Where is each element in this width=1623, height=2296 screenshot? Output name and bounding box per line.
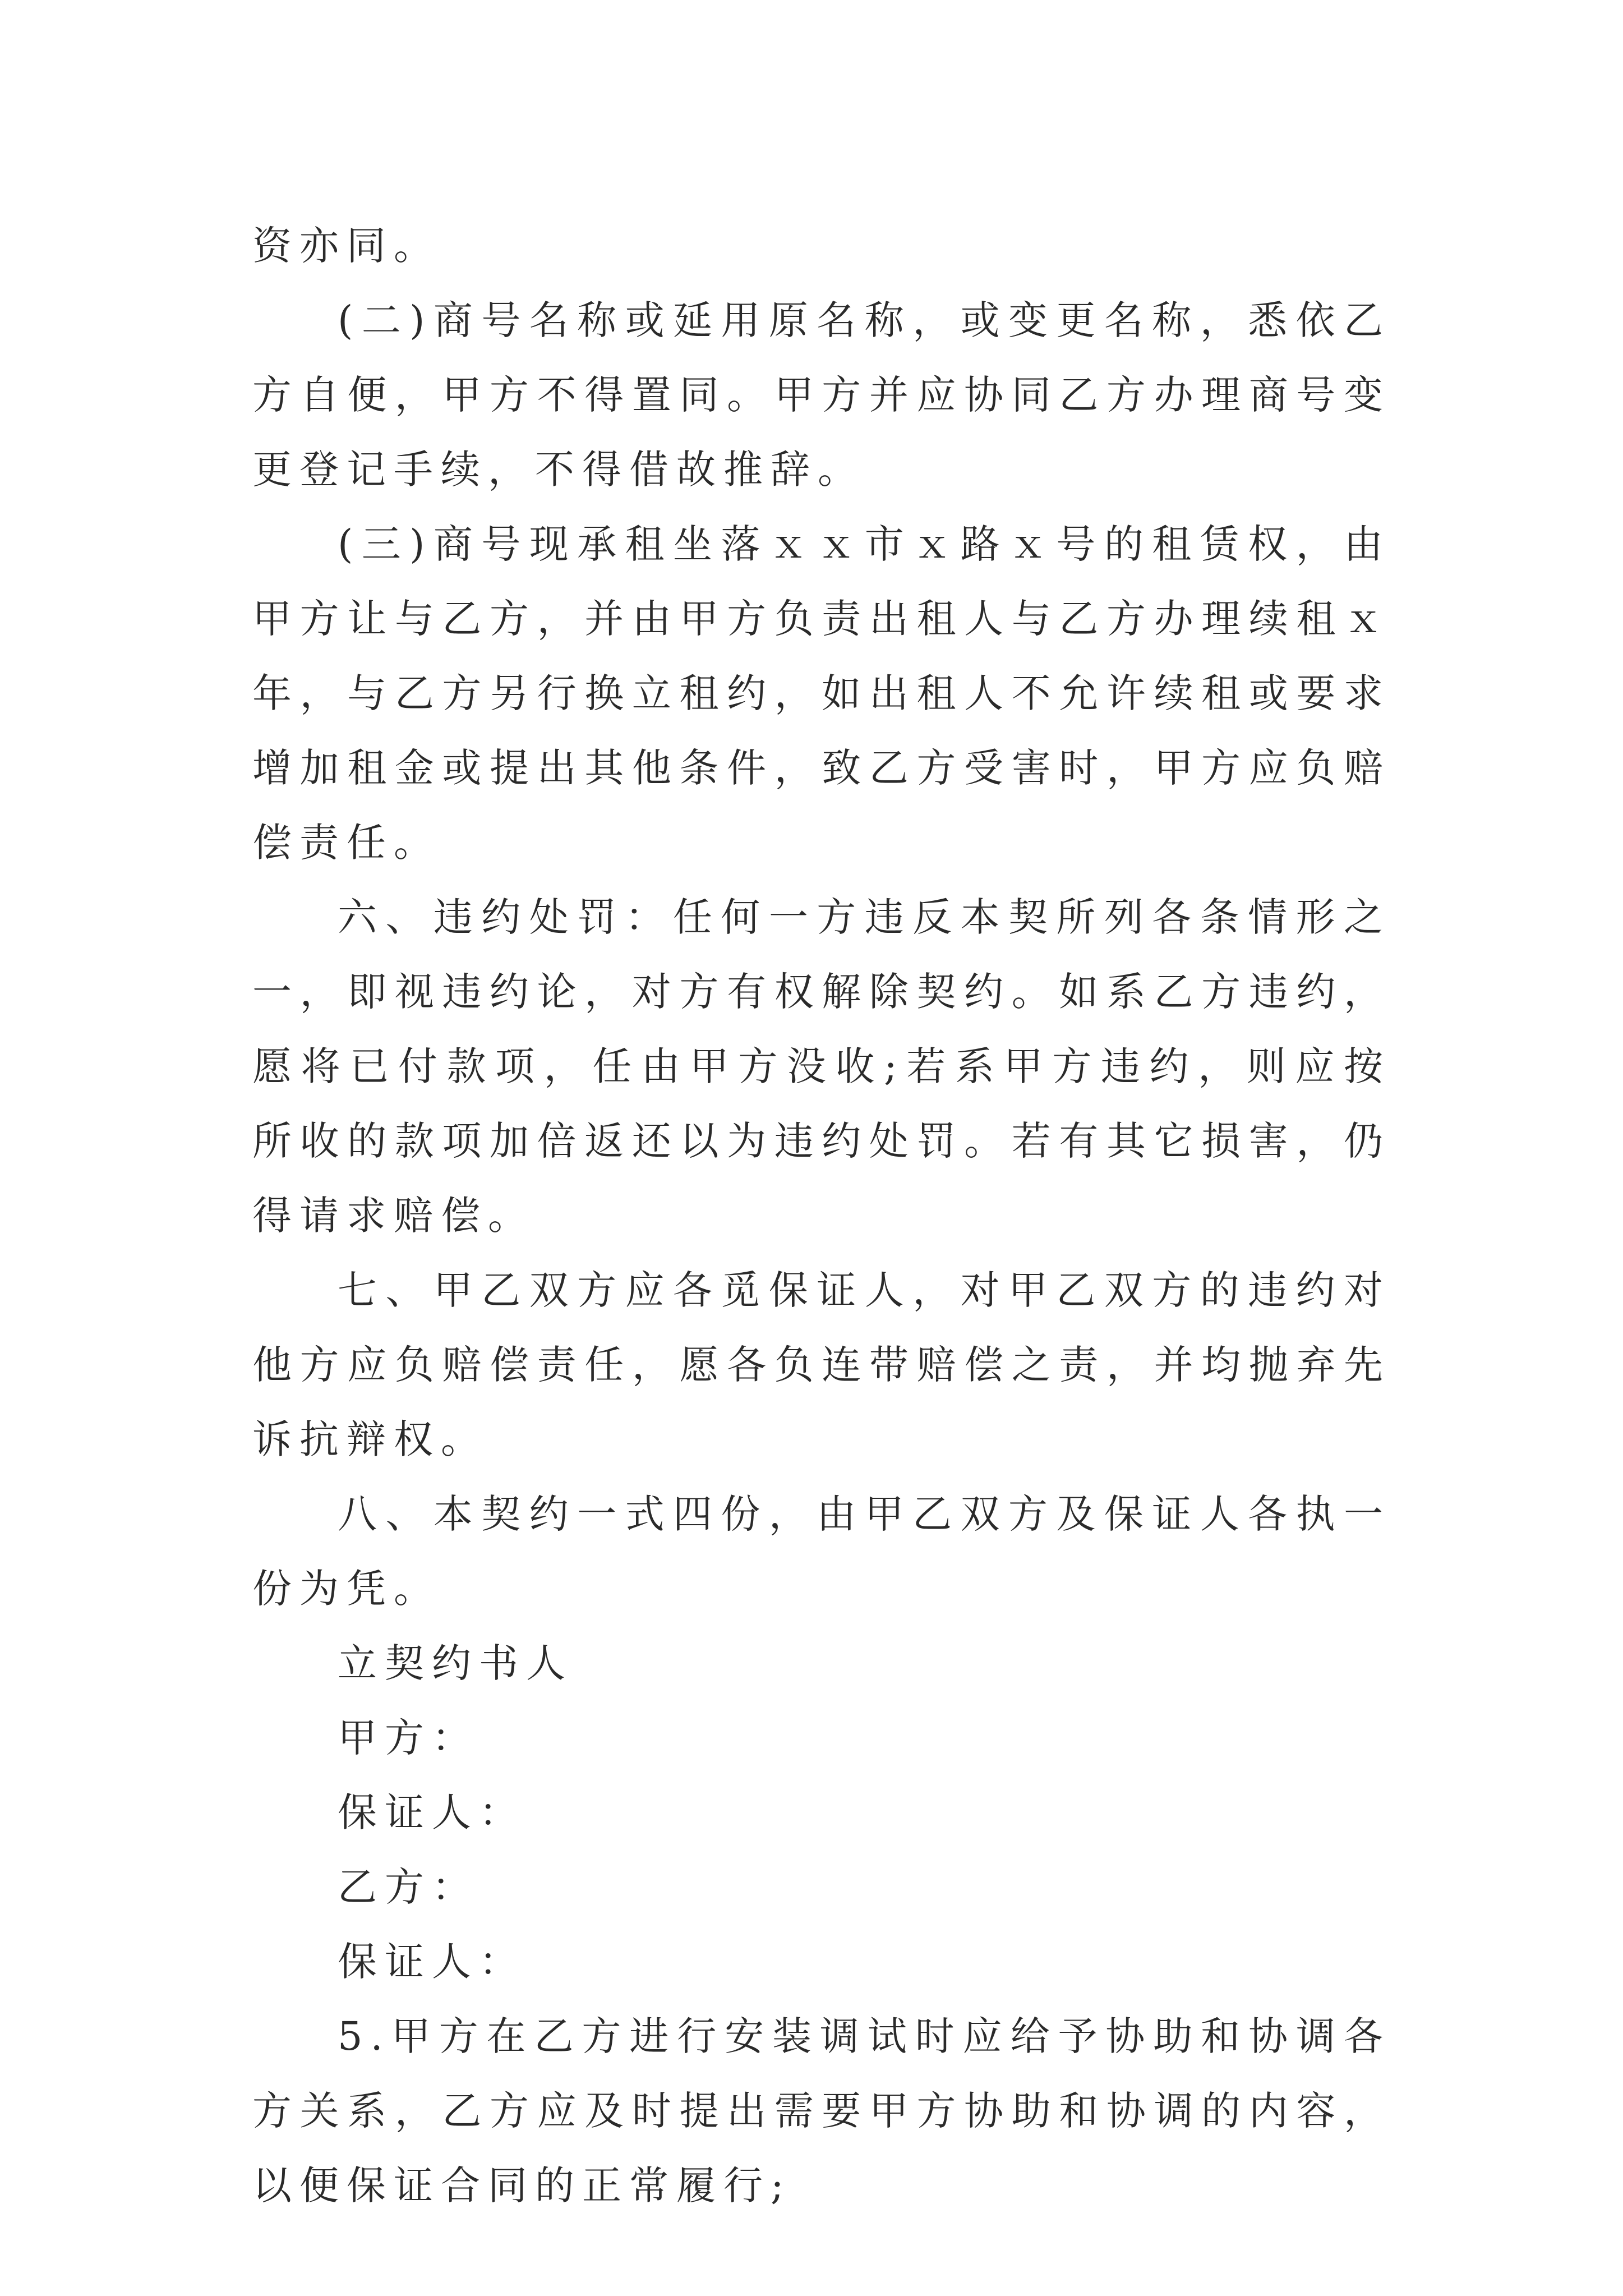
paragraph-article-6: 六、违约处罚：任何一方违反本契所列各条情形之一，即视违约论，对方有权解除契约。如系乙方违约，愿将已付款项，任由甲方没收;若系甲方违约，则应按所收的款项加倍返还以为违约处罚。若有其它损害，仍得请求赔偿。 xyxy=(252,894,1391,1239)
signature-guarantor-a: 保证人： xyxy=(338,1789,526,1835)
paragraph-item-5: 5.甲方在乙方进行安装调试时应给予协助和协调各方关系，乙方应及时提出需要甲方协助和协调的内容，以便保证合同的正常履行; xyxy=(252,2013,1391,2208)
paragraph-article-7: 七、甲乙双方应各觅保证人，对甲乙双方的违约对他方应负赔偿责任，愿各负连带赔偿之责，并均抛弃先诉抗辩权。 xyxy=(252,1267,1391,1462)
paragraph-clause-3: (三)商号现承租坐落ｘｘ市ｘ路ｘ号的租赁权，由甲方让与乙方，并由甲方负责出租人与乙方办理续租ｘ年，与乙方另行换立租约，如出租人不允许续租或要求增加租金或提出其他条件，致乙方受害时，甲方应负赔偿责任。 xyxy=(252,521,1391,866)
document-body xyxy=(252,209,1391,2223)
signature-party-a: 甲方： xyxy=(338,1715,479,1761)
signature-title: 立契约书人 xyxy=(338,1640,573,1686)
paragraph-article-8: 八、本契约一式四份，由甲乙双方及保证人各执一份为凭。 xyxy=(252,1491,1391,1612)
paragraph-clause-2: (二)商号名称或延用原名称，或变更名称，悉依乙方自便，甲方不得置同。甲方并应协同乙方办理商号变更登记手续，不得借故推辞。 xyxy=(252,297,1391,493)
paragraph-continuation: 资亦同。 xyxy=(252,223,441,269)
signature-party-b: 乙方： xyxy=(338,1864,479,1910)
signature-guarantor-b: 保证人： xyxy=(338,1939,526,1985)
